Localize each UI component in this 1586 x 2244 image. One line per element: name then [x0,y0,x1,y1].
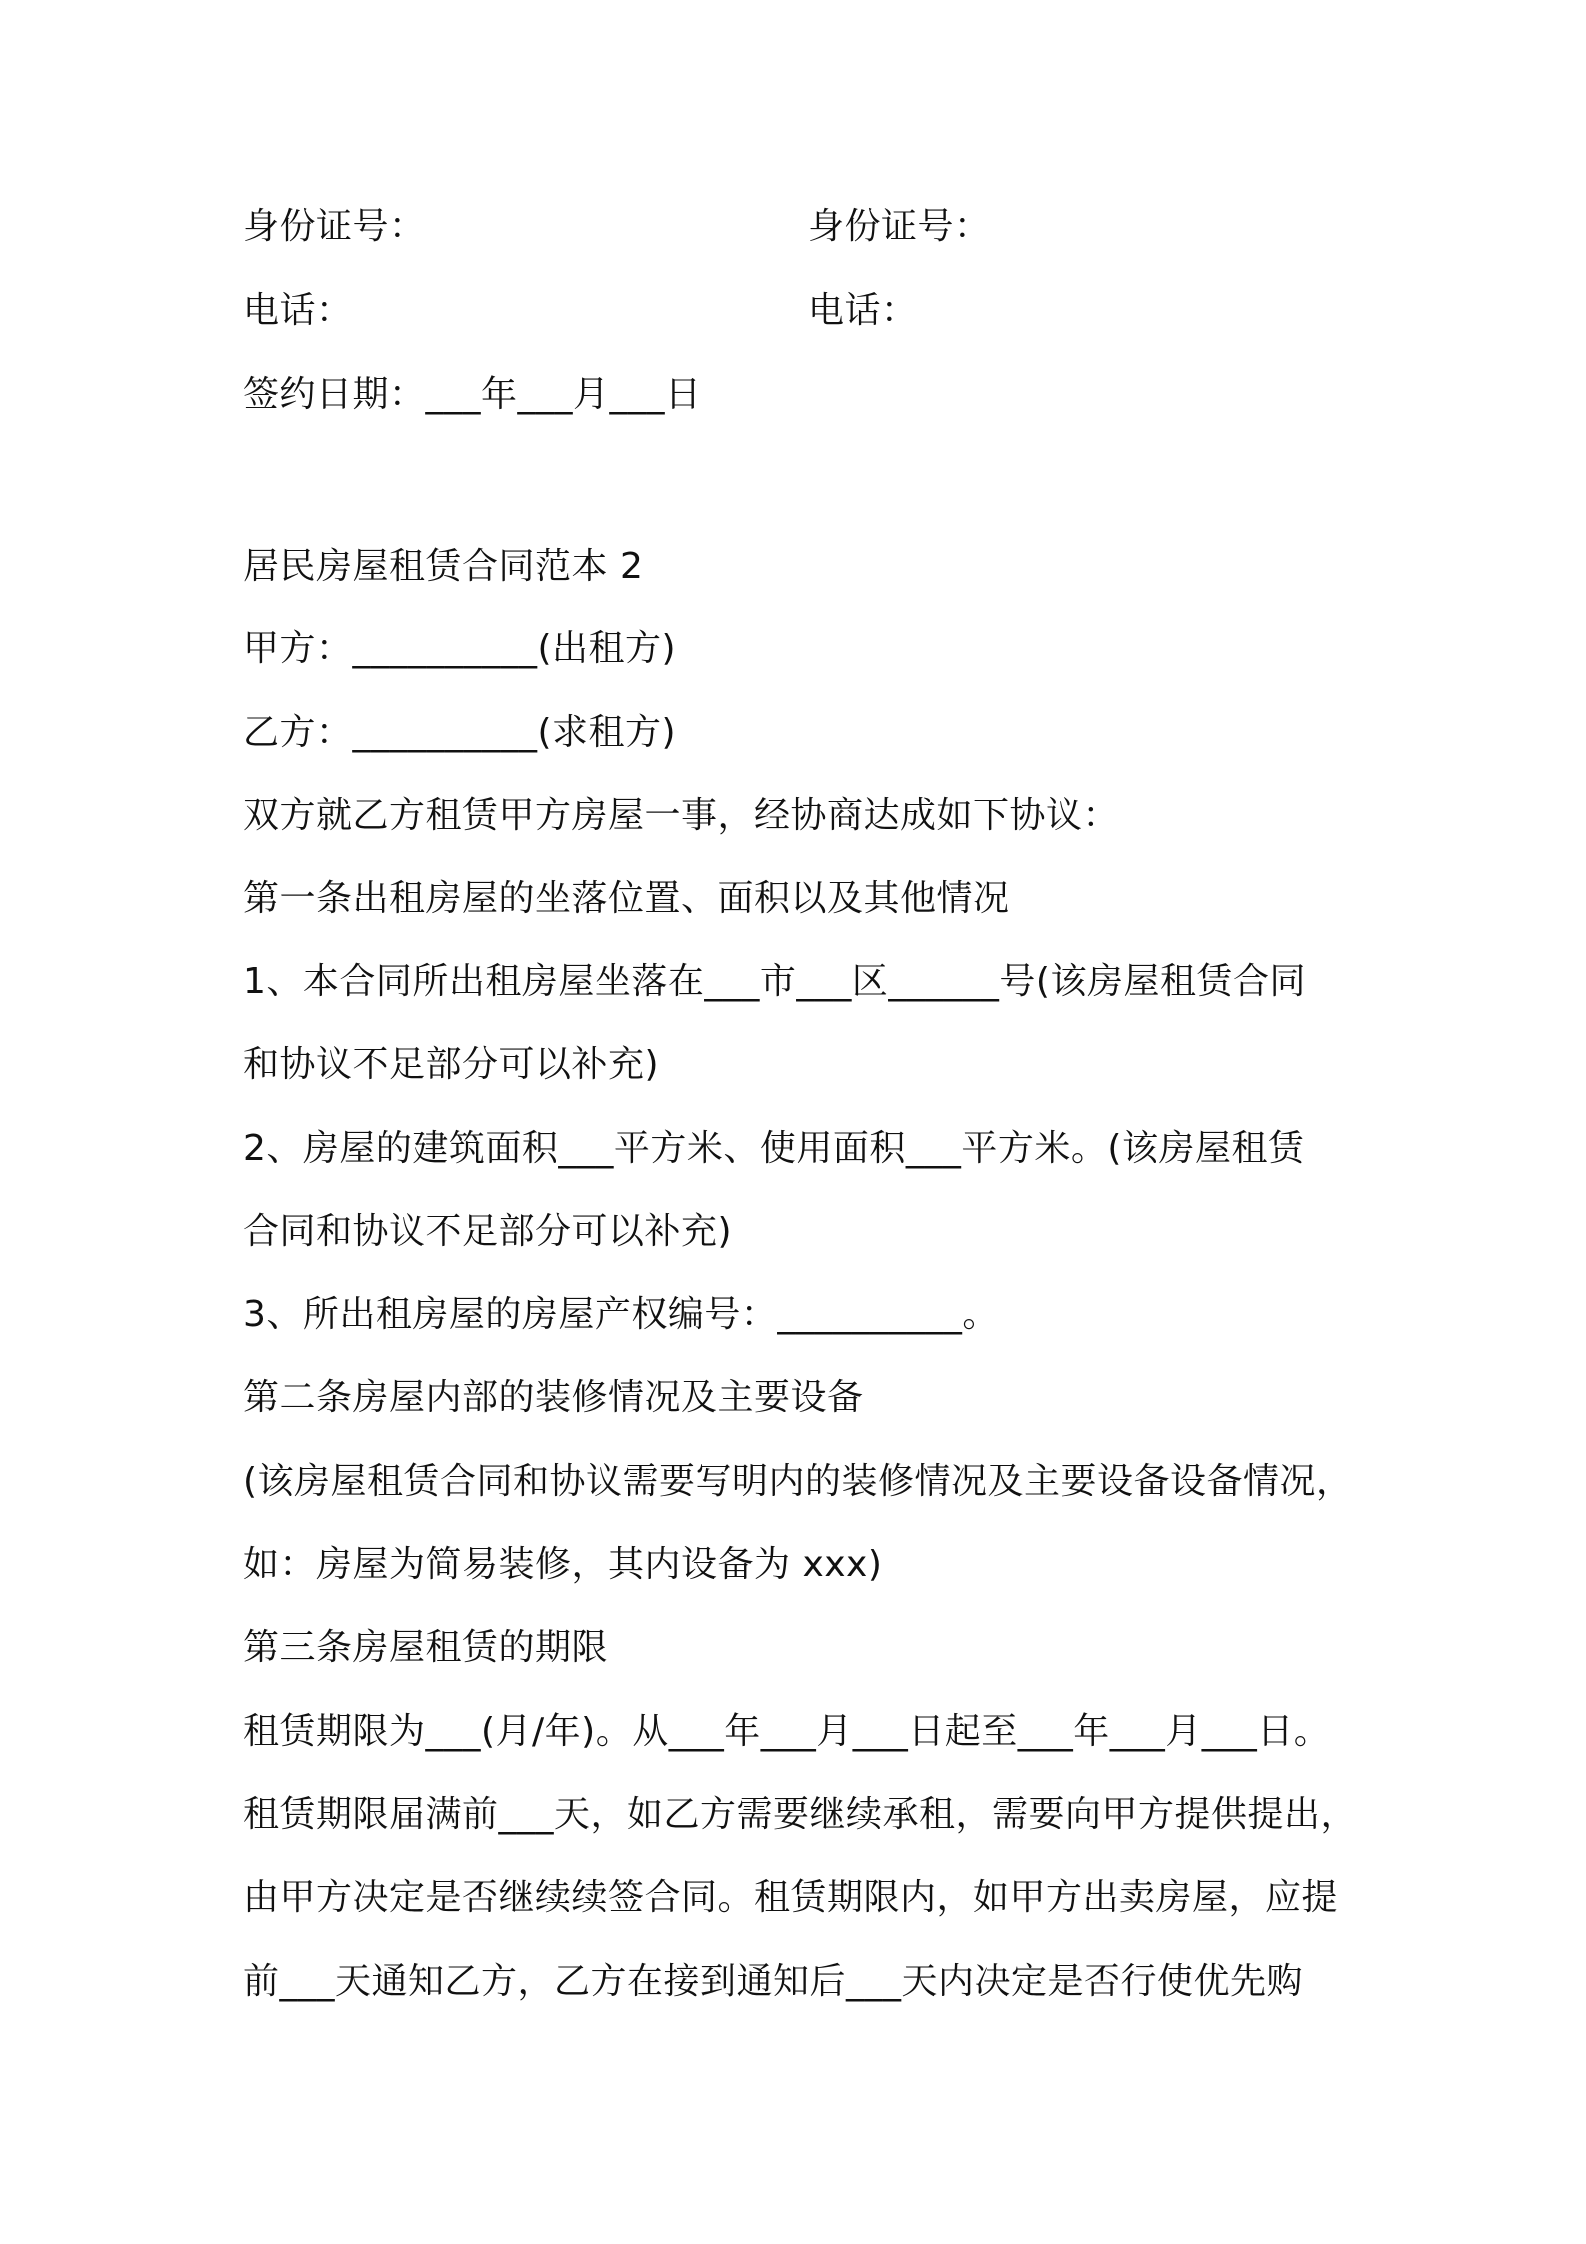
article2-text-line1: (该房屋租赁合同和协议需要写明内的装修情况及主要设备设备情况， [243,1461,1353,1502]
phone-left: 电话： [243,290,353,331]
article1-item2-line2: 合同和协议不足部分可以补充) [243,1211,733,1252]
article3-line1: 租赁期限为___(月/年)。从___年___月___日起至___年___月___日。 [243,1711,1331,1752]
id-number-right: 身份证号： [808,206,991,247]
sign-date: 签约日期：___年___月___日 [243,374,702,415]
article2-text-line2: 如：房屋为简易装修，其内设备为 xxx) [243,1544,883,1585]
article3-line2: 租赁期限届满前___天，如乙方需要继续承租，需要向甲方提供提出， [243,1794,1358,1835]
phone-right: 电话： [808,290,918,331]
article1-heading: 第一条出租房屋的坐落位置、面积以及其他情况 [243,878,1010,919]
intro-paragraph: 双方就乙方租赁甲方房屋一事，经协商达成如下协议： [243,795,1120,836]
article1-item1-line1: 1、本合同所出租房屋坐落在___市___区______号(该房屋租赁合同 [243,961,1306,1002]
article1-item2-line1: 2、房屋的建筑面积___平方米、使用面积___平方米。(该房屋租赁 [243,1128,1305,1169]
article3-line4: 前___天通知乙方，乙方在接到通知后___天内决定是否行使优先购 [243,1961,1304,2002]
id-number-left: 身份证号： [243,206,426,247]
party-b: 乙方：__________(求租方) [243,712,677,753]
article3-heading: 第三条房屋租赁的期限 [243,1627,609,1668]
article1-item1-line2: 和协议不足部分可以补充) [243,1044,660,1085]
article1-item3: 3、所出租房屋的房屋产权编号：__________。 [243,1294,999,1335]
article3-line3: 由甲方决定是否继续续签合同。租赁期限内，如甲方出卖房屋，应提 [243,1877,1339,1918]
party-a: 甲方：__________(出租方) [243,628,677,669]
article2-heading: 第二条房屋内部的装修情况及主要设备 [243,1377,864,1418]
contract-title: 居民房屋租赁合同范本 2 [243,546,644,587]
